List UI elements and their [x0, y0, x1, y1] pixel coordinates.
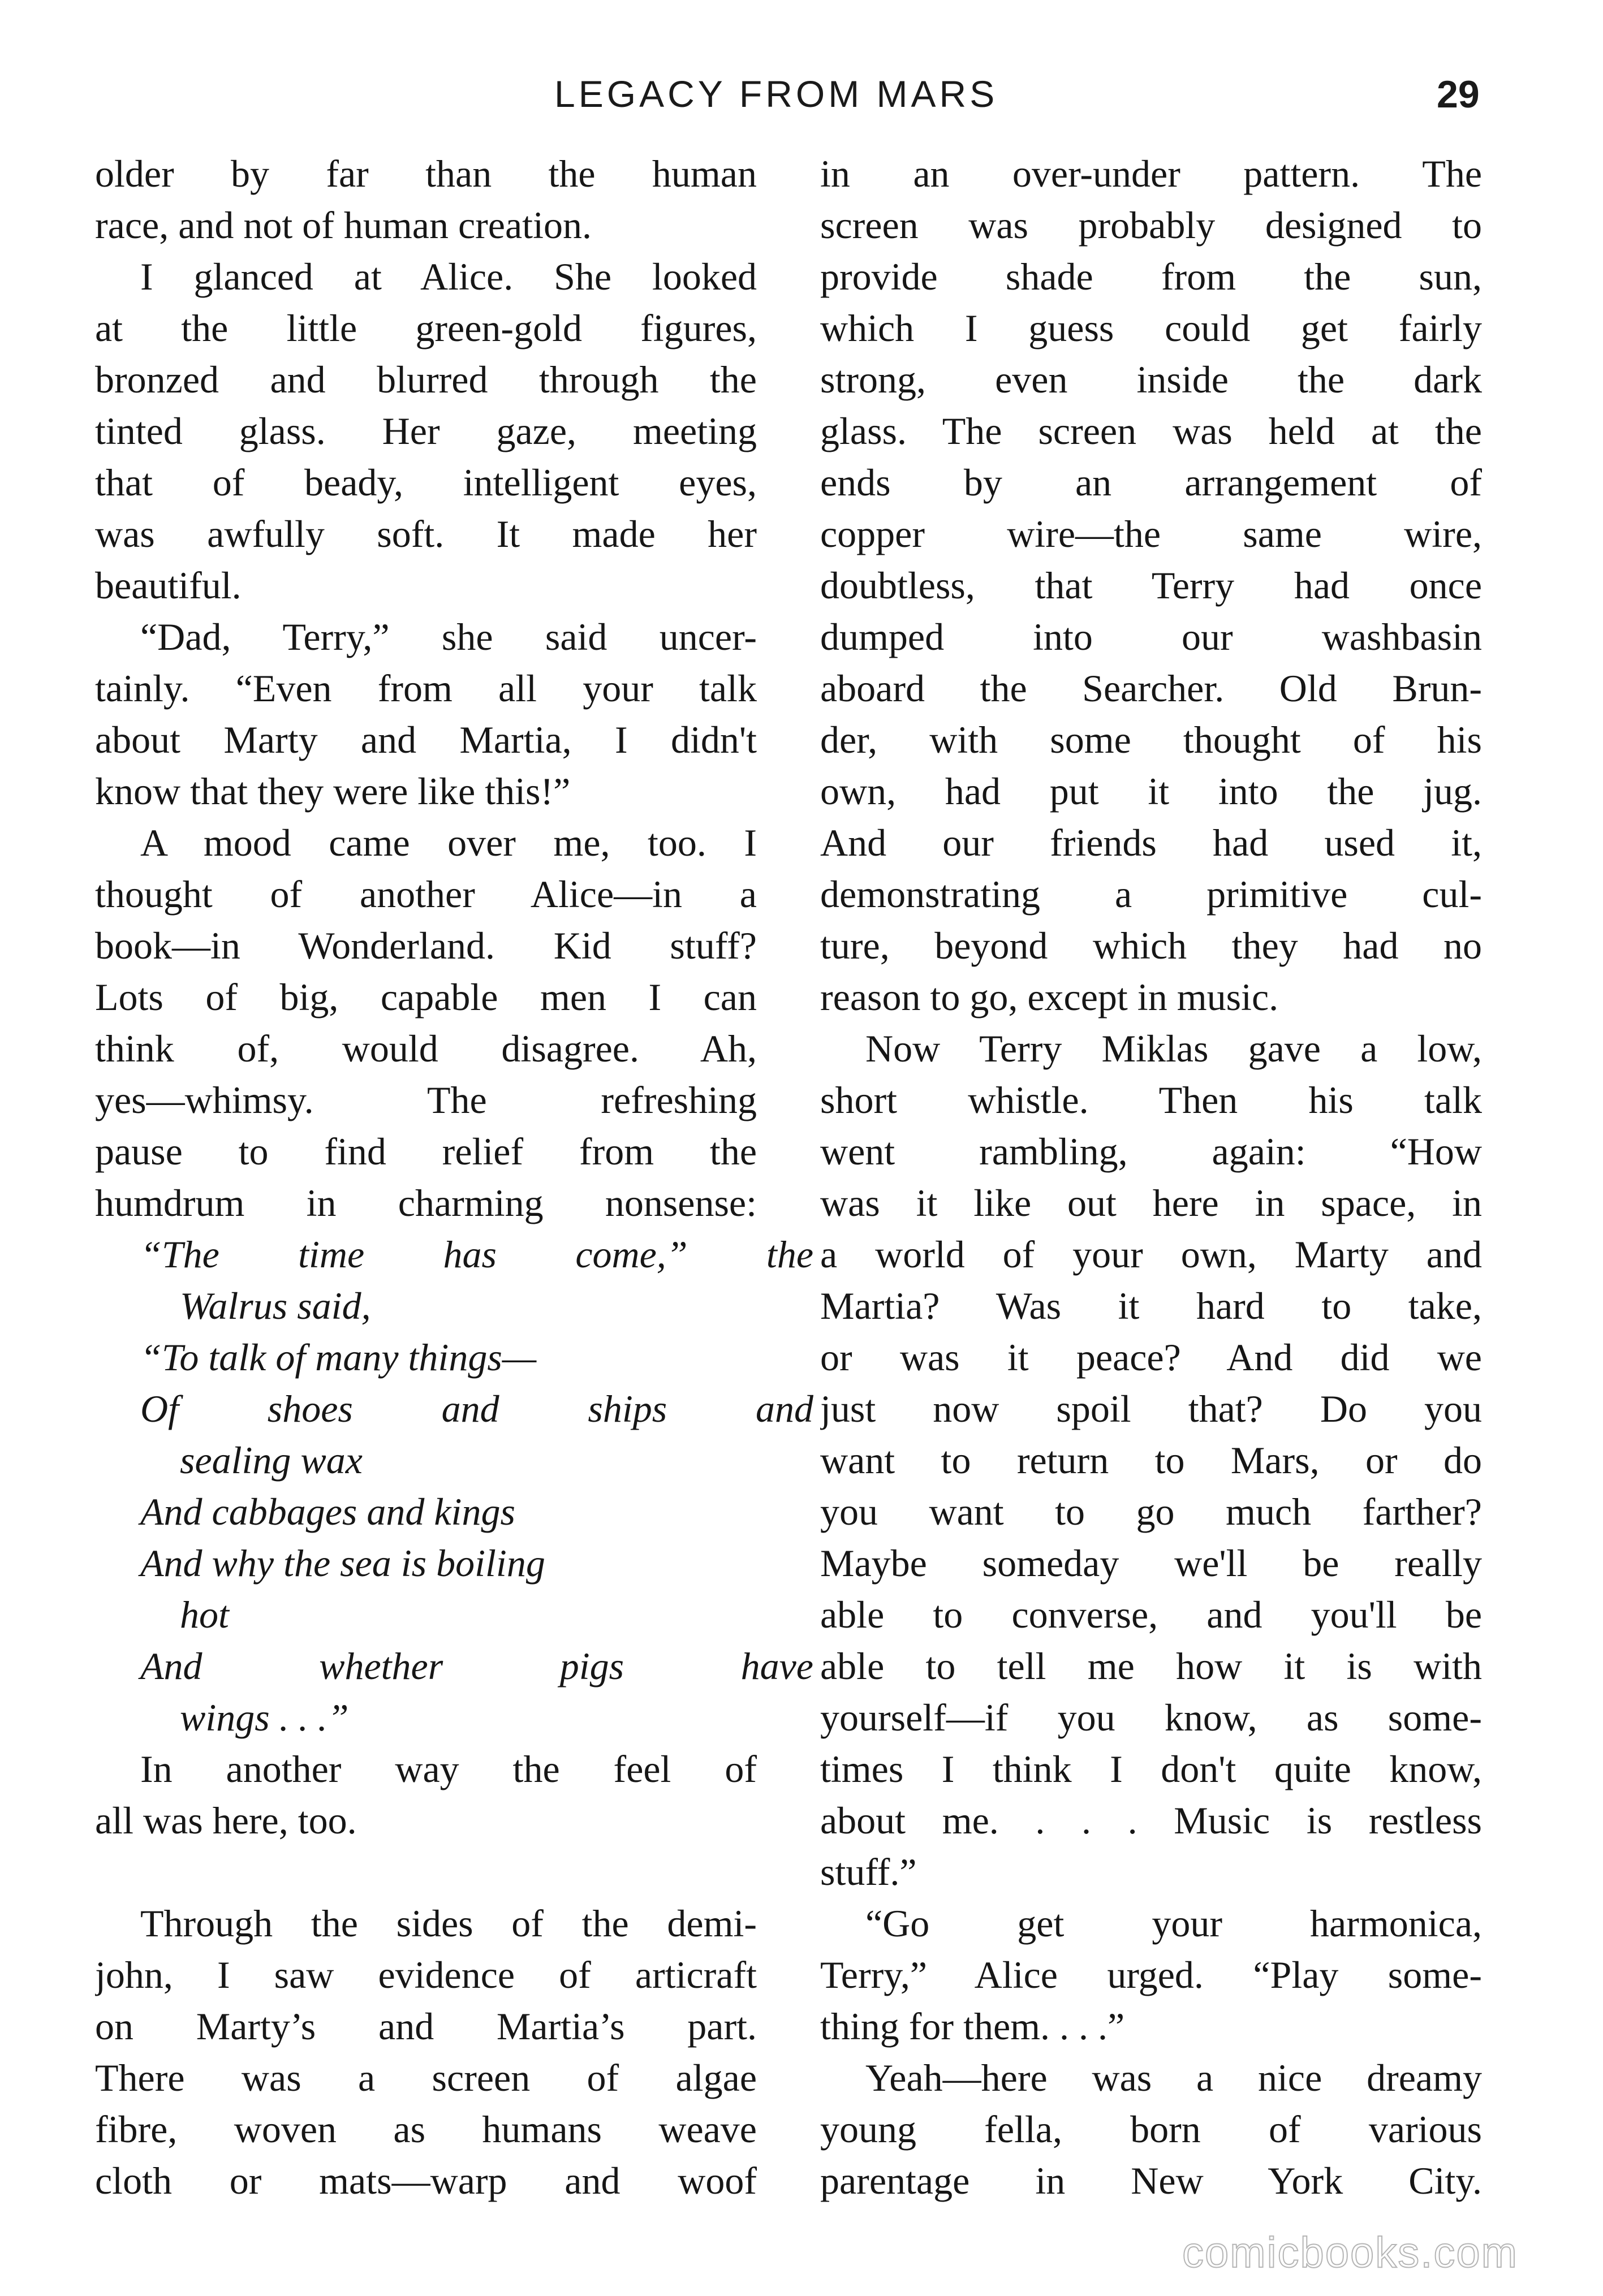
- text-line: a world of your own, Marty and: [820, 1233, 1482, 1276]
- text-line: der, with some thought of his: [820, 718, 1482, 761]
- text-line: in an over-under pattern. The: [820, 152, 1482, 195]
- text-line: “Dad, Terry,” she said uncer-: [140, 615, 757, 658]
- text-line: race, and not of human creation.: [95, 204, 592, 247]
- text-line: that of beady, intelligent eyes,: [95, 461, 757, 504]
- verse-line: hot: [180, 1593, 229, 1636]
- text-line: which I guess could get fairly: [820, 307, 1482, 349]
- text-line: short whistle. Then his talk: [820, 1078, 1482, 1121]
- text-line: just now spoil that? Do you: [820, 1387, 1482, 1430]
- text-line: strong, even inside the dark: [820, 358, 1482, 401]
- verse-block: [95, 1229, 813, 1743]
- text-line: times I think I don't quite know,: [820, 1747, 1482, 1790]
- text-line: humdrum in charming nonsense:: [95, 1181, 757, 1224]
- section-break: [95, 1846, 757, 1898]
- text-line: copper wire—the same wire,: [820, 512, 1482, 555]
- text-line: “Go get your harmonica,: [865, 1902, 1482, 1945]
- text-line: aboard the Searcher. Old Brun-: [820, 667, 1482, 710]
- text-line: There was a screen of algae: [95, 2056, 757, 2099]
- text-line: was awfully soft. It made her: [95, 512, 757, 555]
- text-line: older by far than the human: [95, 152, 757, 195]
- text-line: dumped into our washbasin: [820, 615, 1482, 658]
- text-line: young fella, born of various: [820, 2108, 1482, 2151]
- text-line: book—in Wonderland. Kid stuff?: [95, 924, 757, 967]
- text-line: Terry,” Alice urged. “Play some-: [820, 1953, 1482, 1996]
- right-column: [820, 148, 1482, 2207]
- text-line: yes—whimsy. The refreshing: [95, 1078, 757, 1121]
- verse-line: And whether pigs have: [140, 1645, 813, 1688]
- text-line: beautiful.: [95, 564, 242, 607]
- running-header: [0, 72, 1603, 123]
- text-line: thing for them. . . .”: [820, 2005, 1125, 2048]
- verse-line: And why the sea is boiling: [140, 1542, 545, 1585]
- text-line: bronzed and blurred through the: [95, 358, 757, 401]
- text-line: able to tell me how it is with: [820, 1645, 1482, 1688]
- text-line: about Marty and Martia, I didn't: [95, 718, 757, 761]
- text-line: tinted glass. Her gaze, meeting: [95, 409, 757, 452]
- page-number: 29: [1437, 73, 1480, 116]
- watermark: comicbooks.com: [1182, 2229, 1518, 2277]
- text-line: pause to find relief from the: [95, 1130, 757, 1173]
- text-line: thought of another Alice—in a: [95, 873, 757, 916]
- text-line: or was it peace? And did we: [820, 1336, 1482, 1379]
- text-line: screen was probably designed to: [820, 204, 1482, 247]
- verse-line: “The time has come,” the: [140, 1233, 813, 1276]
- text-line: able to converse, and you'll be: [820, 1593, 1482, 1636]
- text-line: john, I saw evidence of articraft: [95, 1953, 757, 1996]
- text-line: own, had put it into the jug.: [820, 770, 1482, 813]
- verse-line: “To talk of many things—: [140, 1336, 537, 1379]
- verse-line: Walrus said,: [180, 1284, 371, 1327]
- text-line: was it like out here in space, in: [820, 1181, 1482, 1224]
- verse-line: And cabbages and kings: [140, 1490, 515, 1533]
- text-line: Martia? Was it hard to take,: [820, 1284, 1482, 1327]
- text-line: Maybe someday we'll be really: [820, 1542, 1482, 1585]
- text-line: about me. . . . Music is restless: [820, 1799, 1482, 1842]
- running-title: LEGACY FROM MARS: [554, 73, 998, 115]
- text-line: ture, beyond which they had no: [820, 924, 1482, 967]
- text-line: Yeah—here was a nice dreamy: [865, 2056, 1482, 2099]
- verse-line: sealing wax: [180, 1439, 363, 1482]
- text-line: glass. The screen was held at the: [820, 409, 1482, 452]
- text-line: reason to go, except in music.: [820, 976, 1279, 1018]
- text-line: A mood came over me, too. I: [140, 821, 757, 864]
- text-line: Lots of big, capable men I can: [95, 976, 757, 1018]
- text-line: parentage in New York City.: [820, 2159, 1482, 2202]
- verse-line: Of shoes and ships and: [140, 1387, 813, 1430]
- text-line: Through the sides of the demi-: [140, 1902, 757, 1945]
- text-line: Now Terry Miklas gave a low,: [865, 1027, 1482, 1070]
- left-column: [95, 148, 813, 2207]
- text-line: yourself—if you know, as some-: [820, 1696, 1482, 1739]
- text-line: know that they were like this!”: [95, 770, 571, 813]
- text-line: demonstrating a primitive cul-: [820, 873, 1482, 916]
- text-line: on Marty’s and Martia’s part.: [95, 2005, 757, 2048]
- text-line: stuff.”: [820, 1850, 917, 1893]
- text-line: ends by an arrangement of: [820, 461, 1482, 504]
- text-line: doubtless, that Terry had once: [820, 564, 1482, 607]
- text-line: I glanced at Alice. She looked: [140, 255, 757, 298]
- text-line: all was here, too.: [95, 1799, 357, 1842]
- text-line: fibre, woven as humans weave: [95, 2108, 757, 2151]
- text-line: at the little green-gold figures,: [95, 307, 757, 349]
- text-line: want to return to Mars, or do: [820, 1439, 1482, 1482]
- text-line: In another way the feel of: [140, 1747, 757, 1790]
- text-line: tainly. “Even from all your talk: [95, 667, 757, 710]
- text-line: And our friends had used it,: [820, 821, 1482, 864]
- text-line: think of, would disagree. Ah,: [95, 1027, 757, 1070]
- text-line: you want to go much farther?: [820, 1490, 1482, 1533]
- text-line: went rambling, again: “How: [820, 1130, 1482, 1173]
- verse-line: wings . . .”: [180, 1696, 349, 1739]
- text-line: cloth or mats—warp and woof: [95, 2159, 757, 2202]
- text-line: provide shade from the sun,: [820, 255, 1482, 298]
